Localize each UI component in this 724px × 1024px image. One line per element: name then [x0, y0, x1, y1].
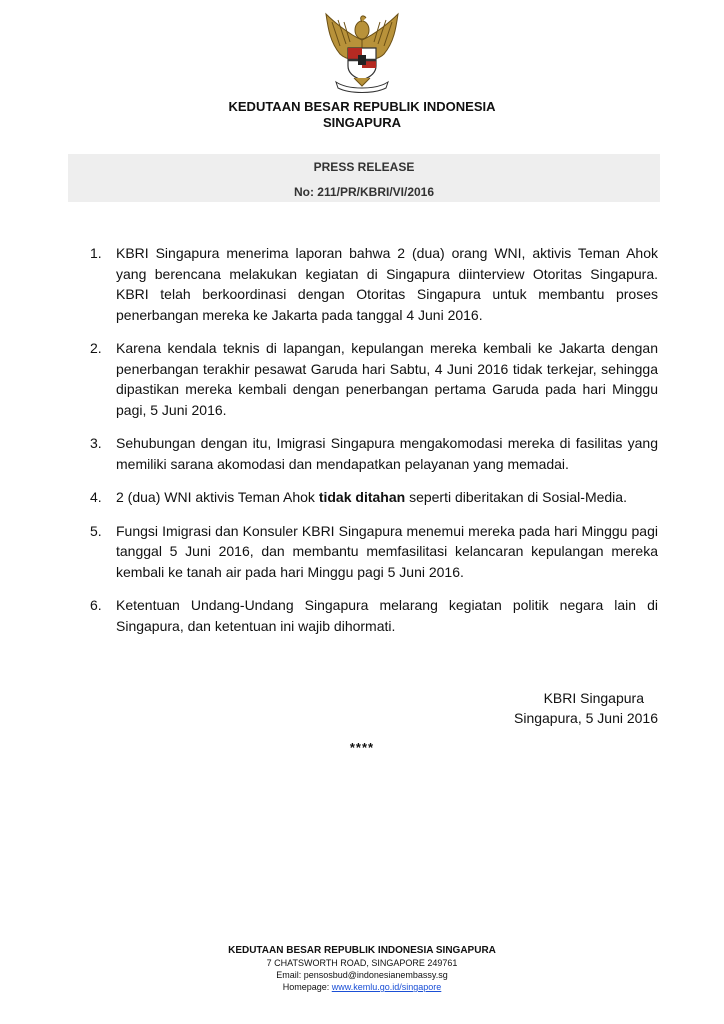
item-number: 5. [90, 522, 102, 539]
footer [0, 945, 724, 993]
item-text: Sehubungan dengan itu, Imigrasi Singapura mengakomodasi mereka di fasilitas yang memiliki sarana akomodasi dan mendapatkan pelayanan yang memadai. [116, 435, 658, 472]
statement-list [90, 243, 658, 649]
list-item [90, 433, 658, 474]
item-text: Ketentuan Undang-Undang Singapura melarang kegiatan politik negara lain di Singapura, dan ketentuan ini wajib dihormati. [116, 597, 658, 634]
footer-homepage [0, 981, 724, 993]
embassy-header [0, 99, 724, 131]
list-item [90, 595, 658, 636]
list-item [90, 243, 658, 325]
item-number: 2. [90, 340, 102, 356]
item-text-pre: 2 (dua) WNI aktivis Teman Ahok [116, 489, 319, 505]
press-release-number: No: 211/PR/KBRI/VI/2016 [293, 185, 435, 199]
item-text: KBRI Singapura menerima laporan bahwa 2 (dua) orang WNI, aktivis Teman Ahok yang berencana melakukan kegiatan di Singapura diinterview Otoritas Singapura. KBRI telah berkoordinasi dengan Otoritas Singapura untuk membantu proses penerbangan mereka ke Jakarta pada tanggal 4 Juni 2016. [116, 245, 658, 323]
footer-address: 7 CHATSWORTH ROAD, SINGAPORE 249761 [266, 958, 458, 968]
signature-block [514, 688, 658, 728]
press-release-title: PRESS RELEASE [313, 160, 415, 174]
item-text-bold: tidak ditahan [318, 489, 406, 505]
embassy-city: SINGAPURA [322, 115, 401, 130]
item-text: Karena kendala teknis di lapangan, kepulangan mereka kembali ke Jakarta dengan penerbangan terakhir pesawat Garuda hari Sabtu, 4 Juni 2016 tidak terkejar, sehingga dipastikan mereka kembali dengan penerbangan pertama Garuda pada hari Minggu pagi, 5 Juni 2016. [116, 340, 658, 418]
footer-email: Email: pensosbud@indonesianembassy.sg [276, 970, 448, 980]
item-number: 4. [90, 489, 102, 505]
item-text-post: seperti diberitakan di Sosial-Media. [405, 489, 627, 505]
garuda-emblem-icon [318, 12, 406, 96]
item-number: 1. [90, 245, 102, 261]
signature-org: KBRI Singapura [543, 690, 644, 706]
list-item [90, 521, 658, 583]
embassy-name: KEDUTAAN BESAR REPUBLIK INDONESIA [228, 99, 496, 114]
list-item [90, 487, 658, 508]
homepage-label: Homepage: [282, 982, 332, 992]
press-release-band [68, 154, 660, 202]
item-text: Fungsi Imigrasi dan Konsuler KBRI Singapura menemui mereka pada hari Minggu pagi tanggal 5 Juni 2016, dan membantu memfasilitasi kelancaran kepulangan mereka kembali ke tanah air pada hari Minggu pagi 5 Juni 2016. [116, 522, 658, 580]
homepage-link[interactable]: www.kemlu.go.id/singapore [331, 982, 442, 992]
item-number: 3. [90, 435, 102, 451]
list-item [90, 338, 658, 420]
item-number: 6. [90, 597, 102, 613]
footer-org: KEDUTAAN BESAR REPUBLIK INDONESIA SINGAPURA [228, 945, 496, 956]
end-separator: **** [349, 740, 375, 755]
signature-date: Singapura, 5 Juni 2016 [514, 710, 658, 726]
